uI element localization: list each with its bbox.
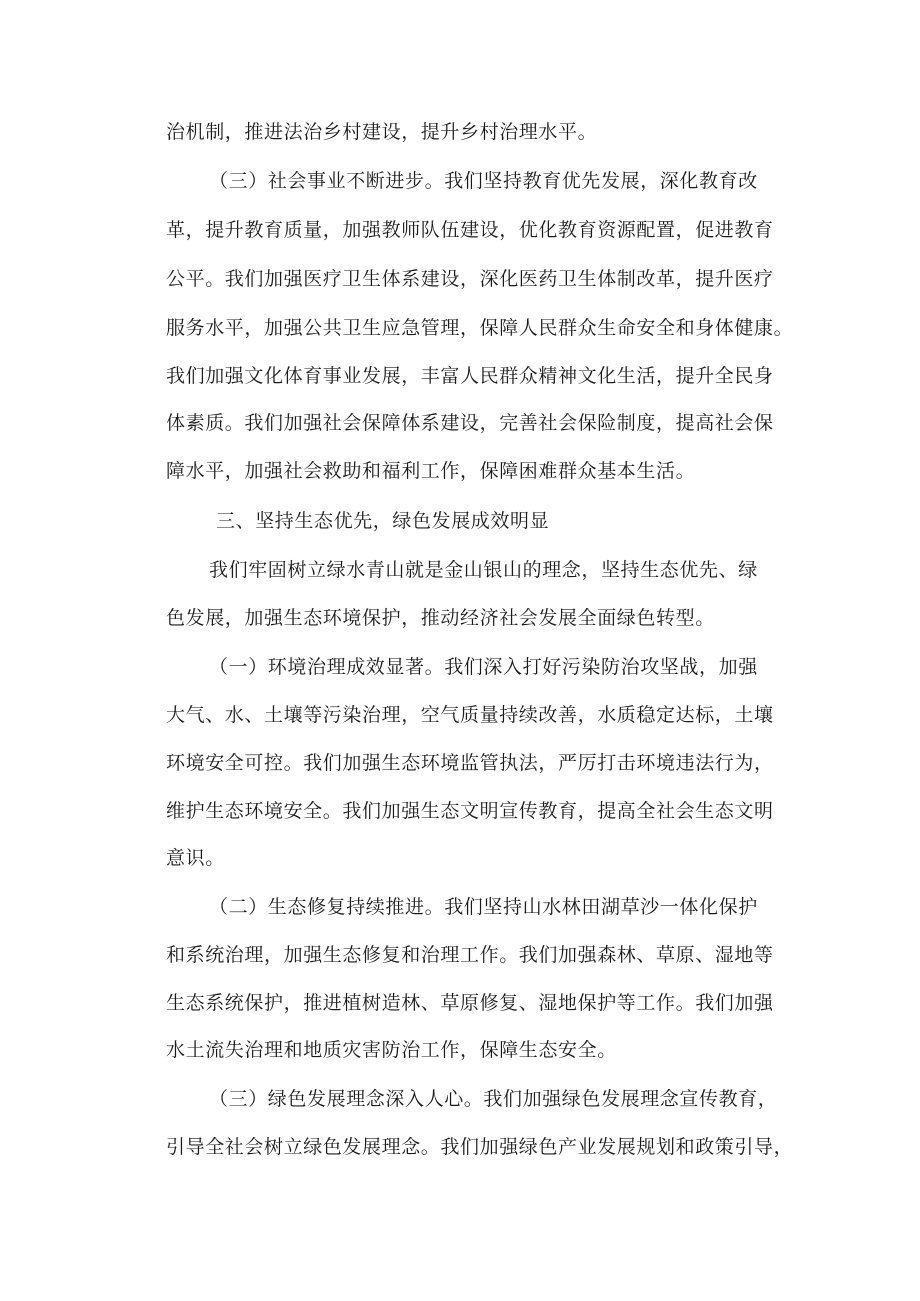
text-line: 我们牢固树立绿水青山就是金山银山的理念，坚持生态优先、绿 — [209, 559, 758, 581]
text-line: 水土流失治理和地质灾害防治工作，保障生态安全。 — [166, 1039, 617, 1061]
text-line: 意识。 — [166, 847, 225, 869]
text-line: （二）生态修复持续推进。我们坚持山水林田湖草沙一体化保护 — [209, 896, 758, 918]
text-line: 和系统治理，加强生态修复和治理工作。我们加强森林、草原、湿地等 — [166, 944, 774, 966]
text-line: 障水平，加强社会救助和福利工作，保障困难群众基本生活。 — [166, 460, 696, 482]
text-line: 生态系统保护，推进植树造林、草原修复、湿地保护等工作。我们加强 — [166, 992, 774, 1014]
text-line: （三）社会事业不断进步。我们坚持教育优先发展，深化教育改 — [209, 170, 758, 192]
text-line: 环境安全可控。我们加强生态环境监管执法，严厉打击环境违法行为， — [166, 752, 774, 774]
text-line: 体素质。我们加强社会保障体系建设，完善社会保险制度，提高社会保 — [166, 412, 774, 434]
text-line: 革，提升教育质量，加强教师队伍建设，优化教育资源配置，促进教育 — [166, 219, 774, 241]
text-line: 维护生态环境安全。我们加强生态文明宣传教育，提高全社会生态文明 — [166, 800, 774, 822]
text-line: （一）环境治理成效显著。我们深入打好污染防治攻坚战，加强 — [209, 656, 758, 678]
text-line: （三）绿色发展理念深入人心。我们加强绿色发展理念宣传教育， — [209, 1088, 778, 1110]
text-line: 公平。我们加强医疗卫生体系建设，深化医药卫生体制改革，提升医疗 — [166, 268, 774, 290]
section-heading: 三、坚持生态优先，绿色发展成效明显 — [216, 510, 550, 532]
text-line: 色发展，加强生态环境保护，推动经济社会发展全面绿色转型。 — [166, 607, 715, 629]
text-line: 治机制，推进法治乡村建设，提升乡村治理水平。 — [166, 121, 598, 143]
text-line: 引导全社会树立绿色发展理念。我们加强绿色产业发展规划和政策引导， — [166, 1136, 794, 1158]
text-line: 服务水平，加强公共卫生应急管理，保障人民群众生命安全和身体健康。 — [166, 317, 794, 339]
text-line: 我们加强文化体育事业发展，丰富人民群众精神文化生活，提升全民身 — [166, 365, 774, 387]
text-line: 大气、水、土壤等污染治理，空气质量持续改善，水质稳定达标，土壤 — [166, 704, 774, 726]
